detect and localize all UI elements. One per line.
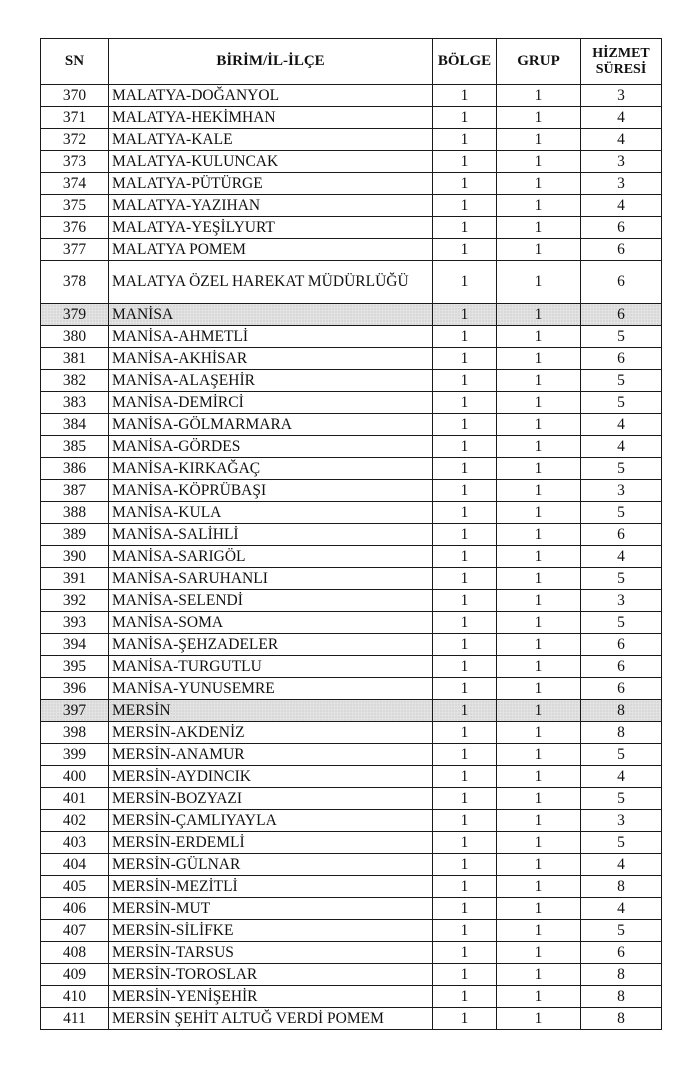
cell-grup: 1 (497, 964, 581, 986)
cell-sn: 383 (41, 392, 109, 414)
cell-hizmet-suresi: 4 (581, 129, 662, 151)
cell-grup: 1 (497, 678, 581, 700)
cell-hizmet-suresi: 5 (581, 392, 662, 414)
header-hizmet-suresi (581, 39, 662, 85)
table-row (41, 173, 662, 195)
cell-sn: 389 (41, 524, 109, 546)
cell-bolge: 1 (433, 414, 497, 436)
cell-hizmet-suresi: 6 (581, 942, 662, 964)
table-row (41, 920, 662, 942)
cell-grup: 1 (497, 524, 581, 546)
cell-birim: MANİSA-YUNUSEMRE (109, 678, 433, 700)
cell-bolge: 1 (433, 986, 497, 1008)
cell-hizmet-suresi: 8 (581, 876, 662, 898)
cell-sn: 397 (41, 700, 109, 722)
cell-hizmet-suresi: 6 (581, 678, 662, 700)
cell-grup: 1 (497, 788, 581, 810)
table-row (41, 414, 662, 436)
cell-sn: 381 (41, 348, 109, 370)
cell-birim: MERSİN-AYDINCIK (109, 766, 433, 788)
cell-sn: 394 (41, 634, 109, 656)
cell-bolge: 1 (433, 217, 497, 239)
cell-grup: 1 (497, 612, 581, 634)
cell-bolge: 1 (433, 678, 497, 700)
header-grup: GRUP (497, 39, 581, 85)
table-row (41, 832, 662, 854)
table-row (41, 436, 662, 458)
cell-bolge: 1 (433, 107, 497, 129)
cell-bolge: 1 (433, 876, 497, 898)
table-row (41, 1008, 662, 1030)
cell-birim: MERSİN-ANAMUR (109, 744, 433, 766)
table-row (41, 964, 662, 986)
cell-bolge: 1 (433, 744, 497, 766)
cell-bolge: 1 (433, 458, 497, 480)
cell-grup: 1 (497, 173, 581, 195)
cell-birim: MERSİN-AKDENİZ (109, 722, 433, 744)
cell-grup: 1 (497, 920, 581, 942)
table-row (41, 898, 662, 920)
cell-birim: MANİSA-TURGUTLU (109, 656, 433, 678)
cell-hizmet-suresi: 3 (581, 480, 662, 502)
cell-sn: 406 (41, 898, 109, 920)
cell-bolge: 1 (433, 832, 497, 854)
cell-birim: MALATYA-HEKİMHAN (109, 107, 433, 129)
cell-birim: MERSİN-SİLİFKE (109, 920, 433, 942)
cell-sn: 401 (41, 788, 109, 810)
cell-grup: 1 (497, 436, 581, 458)
cell-hizmet-suresi: 5 (581, 458, 662, 480)
cell-bolge: 1 (433, 502, 497, 524)
cell-birim: MANİSA-GÖRDES (109, 436, 433, 458)
cell-hizmet-suresi: 5 (581, 502, 662, 524)
cell-grup: 1 (497, 700, 581, 722)
cell-hizmet-suresi: 6 (581, 217, 662, 239)
cell-hizmet-suresi: 4 (581, 854, 662, 876)
table-row (41, 942, 662, 964)
cell-bolge: 1 (433, 656, 497, 678)
header-bolge: BÖLGE (433, 39, 497, 85)
cell-grup: 1 (497, 502, 581, 524)
cell-hizmet-suresi: 6 (581, 634, 662, 656)
cell-birim: MALATYA-YAZIHAN (109, 195, 433, 217)
cell-sn: 378 (41, 261, 109, 304)
cell-hizmet-suresi: 5 (581, 568, 662, 590)
cell-birim: MERSİN-TARSUS (109, 942, 433, 964)
table-row (41, 261, 662, 304)
cell-sn: 410 (41, 986, 109, 1008)
table-row (41, 766, 662, 788)
cell-bolge: 1 (433, 964, 497, 986)
cell-hizmet-suresi: 4 (581, 107, 662, 129)
cell-sn: 377 (41, 239, 109, 261)
cell-birim: MERSİN-BOZYAZI (109, 788, 433, 810)
cell-bolge: 1 (433, 85, 497, 107)
table-row (41, 788, 662, 810)
cell-hizmet-suresi: 6 (581, 656, 662, 678)
cell-sn: 402 (41, 810, 109, 832)
cell-bolge: 1 (433, 612, 497, 634)
cell-sn: 386 (41, 458, 109, 480)
cell-grup: 1 (497, 656, 581, 678)
cell-sn: 404 (41, 854, 109, 876)
cell-grup: 1 (497, 590, 581, 612)
cell-birim: MANİSA-GÖLMARMARA (109, 414, 433, 436)
cell-bolge: 1 (433, 304, 497, 326)
cell-sn: 408 (41, 942, 109, 964)
table-row (41, 854, 662, 876)
cell-bolge: 1 (433, 568, 497, 590)
cell-bolge: 1 (433, 195, 497, 217)
table-row (41, 107, 662, 129)
cell-sn: 376 (41, 217, 109, 239)
cell-sn: 393 (41, 612, 109, 634)
header-sn: SN (41, 39, 109, 85)
table-row (41, 700, 662, 722)
cell-birim: MERSİN-ERDEMLİ (109, 832, 433, 854)
table-row (41, 524, 662, 546)
cell-hizmet-suresi: 5 (581, 788, 662, 810)
cell-bolge: 1 (433, 326, 497, 348)
cell-birim: MALATYA-KULUNCAK (109, 151, 433, 173)
cell-hizmet-suresi: 3 (581, 85, 662, 107)
cell-sn: 380 (41, 326, 109, 348)
cell-sn: 373 (41, 151, 109, 173)
table-row (41, 129, 662, 151)
cell-sn: 392 (41, 590, 109, 612)
table-row (41, 722, 662, 744)
cell-hizmet-suresi: 5 (581, 744, 662, 766)
cell-bolge: 1 (433, 436, 497, 458)
cell-grup: 1 (497, 217, 581, 239)
cell-grup: 1 (497, 634, 581, 656)
cell-sn: 409 (41, 964, 109, 986)
cell-birim: MANİSA-ALAŞEHİR (109, 370, 433, 392)
cell-hizmet-suresi: 6 (581, 304, 662, 326)
cell-hizmet-suresi: 8 (581, 700, 662, 722)
cell-hizmet-suresi: 6 (581, 261, 662, 304)
cell-birim: MANİSA-AHMETLİ (109, 326, 433, 348)
cell-birim: MANİSA-DEMİRCİ (109, 392, 433, 414)
cell-sn: 391 (41, 568, 109, 590)
cell-birim: MANİSA-SARIGÖL (109, 546, 433, 568)
cell-hizmet-suresi: 8 (581, 986, 662, 1008)
table-row (41, 151, 662, 173)
cell-grup: 1 (497, 876, 581, 898)
cell-bolge: 1 (433, 392, 497, 414)
cell-bolge: 1 (433, 766, 497, 788)
cell-grup: 1 (497, 1008, 581, 1030)
cell-birim: MANİSA-SALİHLİ (109, 524, 433, 546)
cell-grup: 1 (497, 414, 581, 436)
cell-grup: 1 (497, 942, 581, 964)
table-row (41, 986, 662, 1008)
cell-bolge: 1 (433, 634, 497, 656)
cell-grup: 1 (497, 261, 581, 304)
table-row (41, 304, 662, 326)
cell-bolge: 1 (433, 261, 497, 304)
cell-birim: MANİSA-SOMA (109, 612, 433, 634)
table-row (41, 568, 662, 590)
cell-bolge: 1 (433, 151, 497, 173)
table-row (41, 392, 662, 414)
table-header-row (41, 39, 662, 85)
table-row (41, 656, 662, 678)
cell-hizmet-suresi: 8 (581, 1008, 662, 1030)
cell-grup: 1 (497, 458, 581, 480)
cell-grup: 1 (497, 151, 581, 173)
cell-birim: MERSİN-MEZİTLİ (109, 876, 433, 898)
cell-hizmet-suresi: 3 (581, 151, 662, 173)
cell-sn: 382 (41, 370, 109, 392)
cell-hizmet-suresi: 5 (581, 326, 662, 348)
table-row (41, 195, 662, 217)
cell-bolge: 1 (433, 524, 497, 546)
cell-bolge: 1 (433, 239, 497, 261)
table-row (41, 458, 662, 480)
cell-hizmet-suresi: 4 (581, 436, 662, 458)
cell-bolge: 1 (433, 1008, 497, 1030)
cell-hizmet-suresi: 4 (581, 546, 662, 568)
cell-grup: 1 (497, 546, 581, 568)
cell-grup: 1 (497, 304, 581, 326)
cell-birim: MANİSA-SARUHANLI (109, 568, 433, 590)
cell-birim: MERSİN-YENİŞEHİR (109, 986, 433, 1008)
header-hizmet-line2: SÜRESİ (595, 61, 647, 77)
table-row (41, 678, 662, 700)
table-row (41, 590, 662, 612)
cell-birim: MANİSA-KIRKAĞAÇ (109, 458, 433, 480)
cell-hizmet-suresi: 4 (581, 898, 662, 920)
cell-bolge: 1 (433, 173, 497, 195)
cell-hizmet-suresi: 3 (581, 810, 662, 832)
cell-hizmet-suresi: 6 (581, 524, 662, 546)
cell-sn: 371 (41, 107, 109, 129)
cell-sn: 374 (41, 173, 109, 195)
cell-grup: 1 (497, 129, 581, 151)
table-row (41, 326, 662, 348)
cell-grup: 1 (497, 810, 581, 832)
cell-grup: 1 (497, 195, 581, 217)
cell-bolge: 1 (433, 788, 497, 810)
cell-birim: MALATYA-KALE (109, 129, 433, 151)
cell-birim: MERSİN-MUT (109, 898, 433, 920)
cell-grup: 1 (497, 766, 581, 788)
cell-hizmet-suresi: 4 (581, 414, 662, 436)
cell-grup: 1 (497, 370, 581, 392)
cell-bolge: 1 (433, 942, 497, 964)
cell-grup: 1 (497, 722, 581, 744)
cell-sn: 379 (41, 304, 109, 326)
cell-bolge: 1 (433, 700, 497, 722)
cell-sn: 411 (41, 1008, 109, 1030)
cell-bolge: 1 (433, 920, 497, 942)
cell-hizmet-suresi: 3 (581, 173, 662, 195)
cell-hizmet-suresi: 5 (581, 370, 662, 392)
cell-grup: 1 (497, 986, 581, 1008)
cell-birim: MANİSA-KÖPRÜBAŞI (109, 480, 433, 502)
cell-bolge: 1 (433, 810, 497, 832)
cell-birim: MANİSA-SELENDİ (109, 590, 433, 612)
table-body (41, 85, 662, 1030)
cell-sn: 399 (41, 744, 109, 766)
cell-birim: MALATYA POMEM (109, 239, 433, 261)
table-row (41, 217, 662, 239)
cell-grup: 1 (497, 85, 581, 107)
cell-grup: 1 (497, 898, 581, 920)
cell-hizmet-suresi: 4 (581, 766, 662, 788)
cell-sn: 375 (41, 195, 109, 217)
table-row (41, 634, 662, 656)
cell-bolge: 1 (433, 348, 497, 370)
table-row (41, 480, 662, 502)
cell-hizmet-suresi: 8 (581, 964, 662, 986)
cell-sn: 407 (41, 920, 109, 942)
table-row (41, 810, 662, 832)
cell-hizmet-suresi: 8 (581, 722, 662, 744)
cell-grup: 1 (497, 744, 581, 766)
cell-birim: MERSİN-TOROSLAR (109, 964, 433, 986)
cell-grup: 1 (497, 348, 581, 370)
cell-grup: 1 (497, 392, 581, 414)
table-row (41, 85, 662, 107)
cell-sn: 395 (41, 656, 109, 678)
cell-grup: 1 (497, 239, 581, 261)
cell-birim: MANİSA-AKHİSAR (109, 348, 433, 370)
header-hizmet-line1: HİZMET (592, 46, 650, 62)
cell-birim: MANİSA-ŞEHZADELER (109, 634, 433, 656)
cell-sn: 387 (41, 480, 109, 502)
cell-bolge: 1 (433, 129, 497, 151)
cell-hizmet-suresi: 5 (581, 612, 662, 634)
table-row (41, 370, 662, 392)
cell-birim: MALATYA-PÜTÜRGE (109, 173, 433, 195)
cell-hizmet-suresi: 6 (581, 239, 662, 261)
cell-grup: 1 (497, 832, 581, 854)
cell-hizmet-suresi: 5 (581, 832, 662, 854)
table-row (41, 876, 662, 898)
cell-bolge: 1 (433, 898, 497, 920)
cell-sn: 385 (41, 436, 109, 458)
cell-sn: 400 (41, 766, 109, 788)
cell-sn: 390 (41, 546, 109, 568)
cell-sn: 405 (41, 876, 109, 898)
table-row (41, 239, 662, 261)
cell-birim: MALATYA-YEŞİLYURT (109, 217, 433, 239)
service-duration-table (40, 38, 662, 1030)
cell-bolge: 1 (433, 590, 497, 612)
cell-sn: 398 (41, 722, 109, 744)
cell-grup: 1 (497, 480, 581, 502)
cell-birim: MALATYA ÖZEL HAREKAT MÜDÜRLÜĞÜ (109, 261, 433, 304)
table-row (41, 502, 662, 524)
cell-birim: MANİSA (109, 304, 433, 326)
table-row (41, 348, 662, 370)
cell-birim: MERSİN-ÇAMLIYAYLA (109, 810, 433, 832)
table-row (41, 744, 662, 766)
cell-grup: 1 (497, 854, 581, 876)
cell-birim: MERSİN-GÜLNAR (109, 854, 433, 876)
cell-bolge: 1 (433, 480, 497, 502)
cell-birim: MANİSA-KULA (109, 502, 433, 524)
cell-sn: 370 (41, 85, 109, 107)
cell-grup: 1 (497, 568, 581, 590)
header-birim: BİRİM/İL-İLÇE (109, 39, 433, 85)
cell-hizmet-suresi: 5 (581, 920, 662, 942)
cell-grup: 1 (497, 107, 581, 129)
cell-sn: 388 (41, 502, 109, 524)
cell-sn: 372 (41, 129, 109, 151)
cell-birim: MERSİN (109, 700, 433, 722)
cell-sn: 384 (41, 414, 109, 436)
cell-hizmet-suresi: 6 (581, 348, 662, 370)
cell-sn: 403 (41, 832, 109, 854)
cell-bolge: 1 (433, 854, 497, 876)
cell-birim: MALATYA-DOĞANYOL (109, 85, 433, 107)
cell-sn: 396 (41, 678, 109, 700)
table-row (41, 612, 662, 634)
cell-hizmet-suresi: 3 (581, 590, 662, 612)
table-row (41, 546, 662, 568)
cell-grup: 1 (497, 326, 581, 348)
cell-bolge: 1 (433, 722, 497, 744)
cell-bolge: 1 (433, 546, 497, 568)
cell-hizmet-suresi: 4 (581, 195, 662, 217)
cell-bolge: 1 (433, 370, 497, 392)
cell-birim: MERSİN ŞEHİT ALTUĞ VERDİ POMEM (109, 1008, 433, 1030)
